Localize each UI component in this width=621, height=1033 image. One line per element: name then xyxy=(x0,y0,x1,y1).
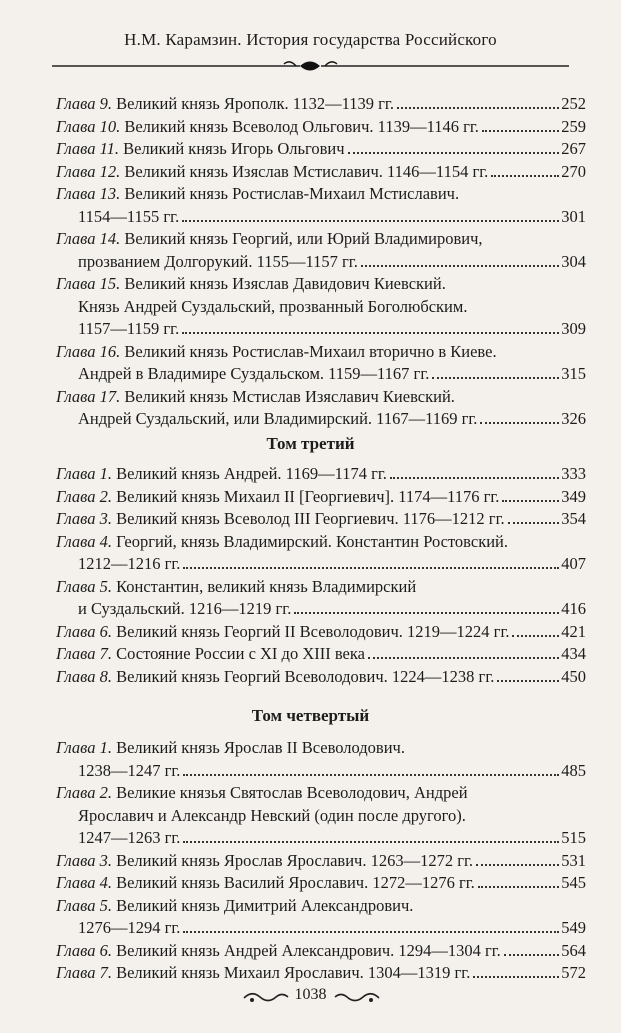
toc-line xyxy=(56,962,586,985)
page-ref: 564 xyxy=(561,940,586,960)
running-header: Н.М. Карамзин. История государства Российского xyxy=(124,30,497,49)
toc-line xyxy=(56,917,586,940)
entry-title-end: 1238—1247 гг. xyxy=(78,760,181,780)
toc-line xyxy=(56,138,586,161)
page-footer xyxy=(0,986,621,1008)
page-ref: 304 xyxy=(561,251,586,271)
volume3-title: Том третий xyxy=(266,434,355,453)
entry-title-line: Глава 16. Великий князь Ростислав-Михаил вторично в Киеве. xyxy=(56,341,497,361)
toc-line xyxy=(56,251,586,274)
dot-leader xyxy=(182,219,559,222)
toc-entry xyxy=(56,531,586,576)
toc-entry xyxy=(56,138,586,161)
toc-line xyxy=(56,486,586,509)
toc-line xyxy=(56,553,586,576)
toc-line xyxy=(56,318,586,341)
dot-leader xyxy=(183,930,559,933)
chapter-label: Глава 11. xyxy=(56,139,119,158)
dot-leader xyxy=(432,376,559,379)
page-ref: 421 xyxy=(561,621,586,641)
dot-leader xyxy=(482,129,559,132)
toc-entry xyxy=(56,341,586,386)
toc-entry xyxy=(56,850,586,873)
dot-leader xyxy=(491,174,559,177)
toc-line xyxy=(56,93,586,116)
toc-entry xyxy=(56,643,586,666)
entry-title-line: Глава 5. Константин, великий князь Владимирский xyxy=(56,576,417,596)
toc-line xyxy=(56,408,586,431)
entry-title-line: Глава 14. Великий князь Георгий, или Юрий Владимирович, xyxy=(56,229,483,248)
toc-entry xyxy=(56,621,586,644)
dot-leader xyxy=(502,499,559,502)
volume4-toc xyxy=(56,737,586,985)
toc-entry xyxy=(56,93,586,116)
dot-leader xyxy=(473,975,559,978)
page-ref: 354 xyxy=(561,509,586,528)
page-ref: 515 xyxy=(561,828,586,847)
toc-line xyxy=(56,508,586,531)
toc-line xyxy=(56,666,586,689)
page-ref: 270 xyxy=(561,161,586,181)
dot-leader xyxy=(397,106,559,109)
chapter-label: Глава 1. xyxy=(56,738,112,757)
toc-line xyxy=(56,116,586,139)
dot-leader xyxy=(361,264,559,267)
chapter-label: Глава 8. xyxy=(56,666,112,686)
entry-title-end: 1247—1263 гг. xyxy=(78,828,181,847)
toc-entry xyxy=(56,508,586,531)
entry-title-line: Глава 4. Георгий, князь Владимирский. Константин Ростовский. xyxy=(56,531,509,551)
entry-title-line: Глава 17. Великий князь Мстислав Изяславич Киевский. xyxy=(56,386,455,406)
dot-leader xyxy=(368,656,559,659)
entry-title-end: 1157—1159 гг. xyxy=(78,319,180,338)
toc-line xyxy=(56,760,586,783)
entry-title: Глава 7. Состояние России с XI до XIII века xyxy=(56,644,365,663)
toc-entry xyxy=(56,666,586,689)
entry-title-line: Ярославич и Александр Невский (один после другого). xyxy=(78,805,466,825)
toc-entry xyxy=(56,161,586,184)
page-ref: 315 xyxy=(561,364,586,383)
chapter-label: Глава 15. xyxy=(56,274,121,293)
toc-entry xyxy=(56,116,586,139)
page-ref: 259 xyxy=(561,116,586,136)
toc-entry xyxy=(56,228,586,273)
entry-title: Глава 9. Великий князь Ярополк. 1132—1139 гг. xyxy=(56,94,394,113)
entry-title-end: 1276—1294 гг. xyxy=(78,918,181,937)
chapter-label: Глава 12. xyxy=(56,161,121,181)
page-ref: 407 xyxy=(561,554,586,573)
dot-leader xyxy=(182,331,559,334)
chapter-label: Глава 6. xyxy=(56,621,112,641)
dot-leader xyxy=(348,151,560,154)
page-ref: 252 xyxy=(561,94,586,113)
dot-leader xyxy=(183,773,559,776)
entry-title-line: Глава 13. Великий князь Ростислав-Михаил Мстиславич. xyxy=(56,184,460,203)
chapter-label: Глава 16. xyxy=(56,341,121,361)
entry-title-line: Глава 15. Великий князь Изяслав Давидович Киевский. xyxy=(56,274,446,293)
chapter-label: Глава 3. xyxy=(56,509,112,528)
volume4-title: Том четвертый xyxy=(251,706,370,725)
page-ref: 450 xyxy=(561,666,586,686)
page-ref: 309 xyxy=(561,319,586,338)
toc-line xyxy=(56,940,586,963)
toc-entry xyxy=(56,962,586,985)
dot-leader xyxy=(183,840,559,843)
page-ref: 326 xyxy=(561,409,586,428)
chapter-label: Глава 17. xyxy=(56,386,121,406)
chapter-label: Глава 6. xyxy=(56,940,112,960)
page-ref: 545 xyxy=(561,873,586,892)
toc-line xyxy=(56,463,586,486)
dot-leader xyxy=(183,566,559,569)
header-ornament xyxy=(0,55,621,77)
page-ref: 531 xyxy=(561,850,586,870)
dot-leader xyxy=(508,521,560,524)
chapter-label: Глава 3. xyxy=(56,850,112,870)
dot-leader xyxy=(497,679,559,682)
toc-line xyxy=(56,363,586,386)
toc-line xyxy=(56,643,586,666)
page-ref: 349 xyxy=(561,486,586,506)
dot-leader xyxy=(512,634,559,637)
chapter-label: Глава 14. xyxy=(56,229,121,248)
toc-line xyxy=(56,161,586,184)
toc-entry xyxy=(56,486,586,509)
page-ref: 549 xyxy=(561,918,586,937)
toc-line xyxy=(56,621,586,644)
entry-title: Глава 7. Великий князь Михаил Ярославич. 1304—1319 гг. xyxy=(56,963,471,982)
toc-entry xyxy=(56,940,586,963)
chapter-label: Глава 13. xyxy=(56,184,121,203)
toc-entry xyxy=(56,463,586,486)
chapter-label: Глава 2. xyxy=(56,486,112,506)
page-number: 1038 xyxy=(294,986,327,1003)
chapter-label: Глава 2. xyxy=(56,783,112,802)
chapter-label: Глава 5. xyxy=(56,895,112,915)
chapter-label: Глава 4. xyxy=(56,873,112,892)
entry-title-end: Андрей в Владимире Суздальском. 1159—1167 гг. xyxy=(78,364,430,383)
toc-line xyxy=(56,206,586,229)
chapter-label: Глава 7. xyxy=(56,963,112,982)
entry-title: Глава 2. Великий князь Михаил II [Георгиевич]. 1174—1176 гг. xyxy=(56,486,500,506)
page-ref: 434 xyxy=(561,644,586,663)
dot-leader xyxy=(478,885,559,888)
toc-line xyxy=(56,827,586,850)
entry-title-line: Глава 1. Великий князь Ярослав II Всеволодович. xyxy=(56,738,405,757)
entry-title-line: Глава 2. Великие князья Святослав Всеволодович, Андрей xyxy=(56,783,468,802)
entry-title: Глава 6. Великий князь Георгий II Всеволодович. 1219—1224 гг. xyxy=(56,621,510,641)
page-ref: 572 xyxy=(561,963,586,982)
entry-title: Глава 11. Великий князь Игорь Ольгович xyxy=(56,139,345,158)
toc-entry xyxy=(56,273,586,341)
entry-title: Глава 6. Великий князь Андрей Александрович. 1294—1304 гг. xyxy=(56,940,501,960)
entry-title-end: Андрей Суздальский, или Владимирский. 1167—1169 гг. xyxy=(78,409,478,428)
toc-entry xyxy=(56,386,586,431)
dot-leader xyxy=(390,476,559,479)
page-ref: 267 xyxy=(561,139,586,158)
entry-title-end: прозванием Долгорукий. 1155—1157 гг. xyxy=(78,251,358,271)
dot-leader xyxy=(294,611,559,614)
toc-entry xyxy=(56,737,586,782)
toc-entry xyxy=(56,895,586,940)
chapter-label: Глава 10. xyxy=(56,116,121,136)
chapter-label: Глава 4. xyxy=(56,531,112,551)
entry-title-end: и Суздальский. 1216—1219 гг. xyxy=(78,599,292,618)
entry-title: Глава 4. Великий князь Василий Ярославич. 1272—1276 гг. xyxy=(56,873,475,892)
volume2-toc xyxy=(56,93,586,431)
toc-entry xyxy=(56,782,586,850)
chapter-label: Глава 5. xyxy=(56,576,112,596)
entry-title-end: 1212—1216 гг. xyxy=(78,554,181,573)
page-ref: 485 xyxy=(561,760,586,780)
toc-entry xyxy=(56,183,586,228)
toc-line xyxy=(56,598,586,621)
entry-title-end: 1154—1155 гг. xyxy=(78,206,180,226)
entry-title: Глава 3. Великий князь Всеволод III Георгиевич. 1176—1212 гг. xyxy=(56,509,505,528)
volume3-toc xyxy=(56,463,586,688)
entry-title: Глава 3. Великий князь Ярослав Ярославич. 1263—1272 гг. xyxy=(56,850,473,870)
chapter-label: Глава 1. xyxy=(56,464,112,483)
entry-title: Глава 12. Великий князь Изяслав Мстиславич. 1146—1154 гг. xyxy=(56,161,489,181)
chapter-label: Глава 9. xyxy=(56,94,112,113)
toc-line xyxy=(56,872,586,895)
dot-leader xyxy=(480,421,559,424)
page-ref: 333 xyxy=(561,464,586,483)
entry-title-line: Князь Андрей Суздальский, прозванный Боголюбским. xyxy=(78,296,468,316)
entry-title: Глава 1. Великий князь Андрей. 1169—1174 гг. xyxy=(56,464,387,483)
page-ref: 416 xyxy=(561,599,586,618)
entry-title: Глава 8. Великий князь Георгий Всеволодович. 1224—1238 гг. xyxy=(56,666,495,686)
chapter-label: Глава 7. xyxy=(56,644,112,663)
entry-title-line: Глава 5. Великий князь Димитрий Александрович. xyxy=(56,895,414,915)
toc-entry xyxy=(56,576,586,621)
toc-line xyxy=(56,850,586,873)
page-ref: 301 xyxy=(561,206,586,226)
right-flourish-icon xyxy=(333,989,381,1005)
dot-leader xyxy=(476,863,559,866)
dot-leader xyxy=(504,953,559,956)
entry-title: Глава 10. Великий князь Всеволод Ольгович. 1139—1146 гг. xyxy=(56,116,479,136)
toc-entry xyxy=(56,872,586,895)
